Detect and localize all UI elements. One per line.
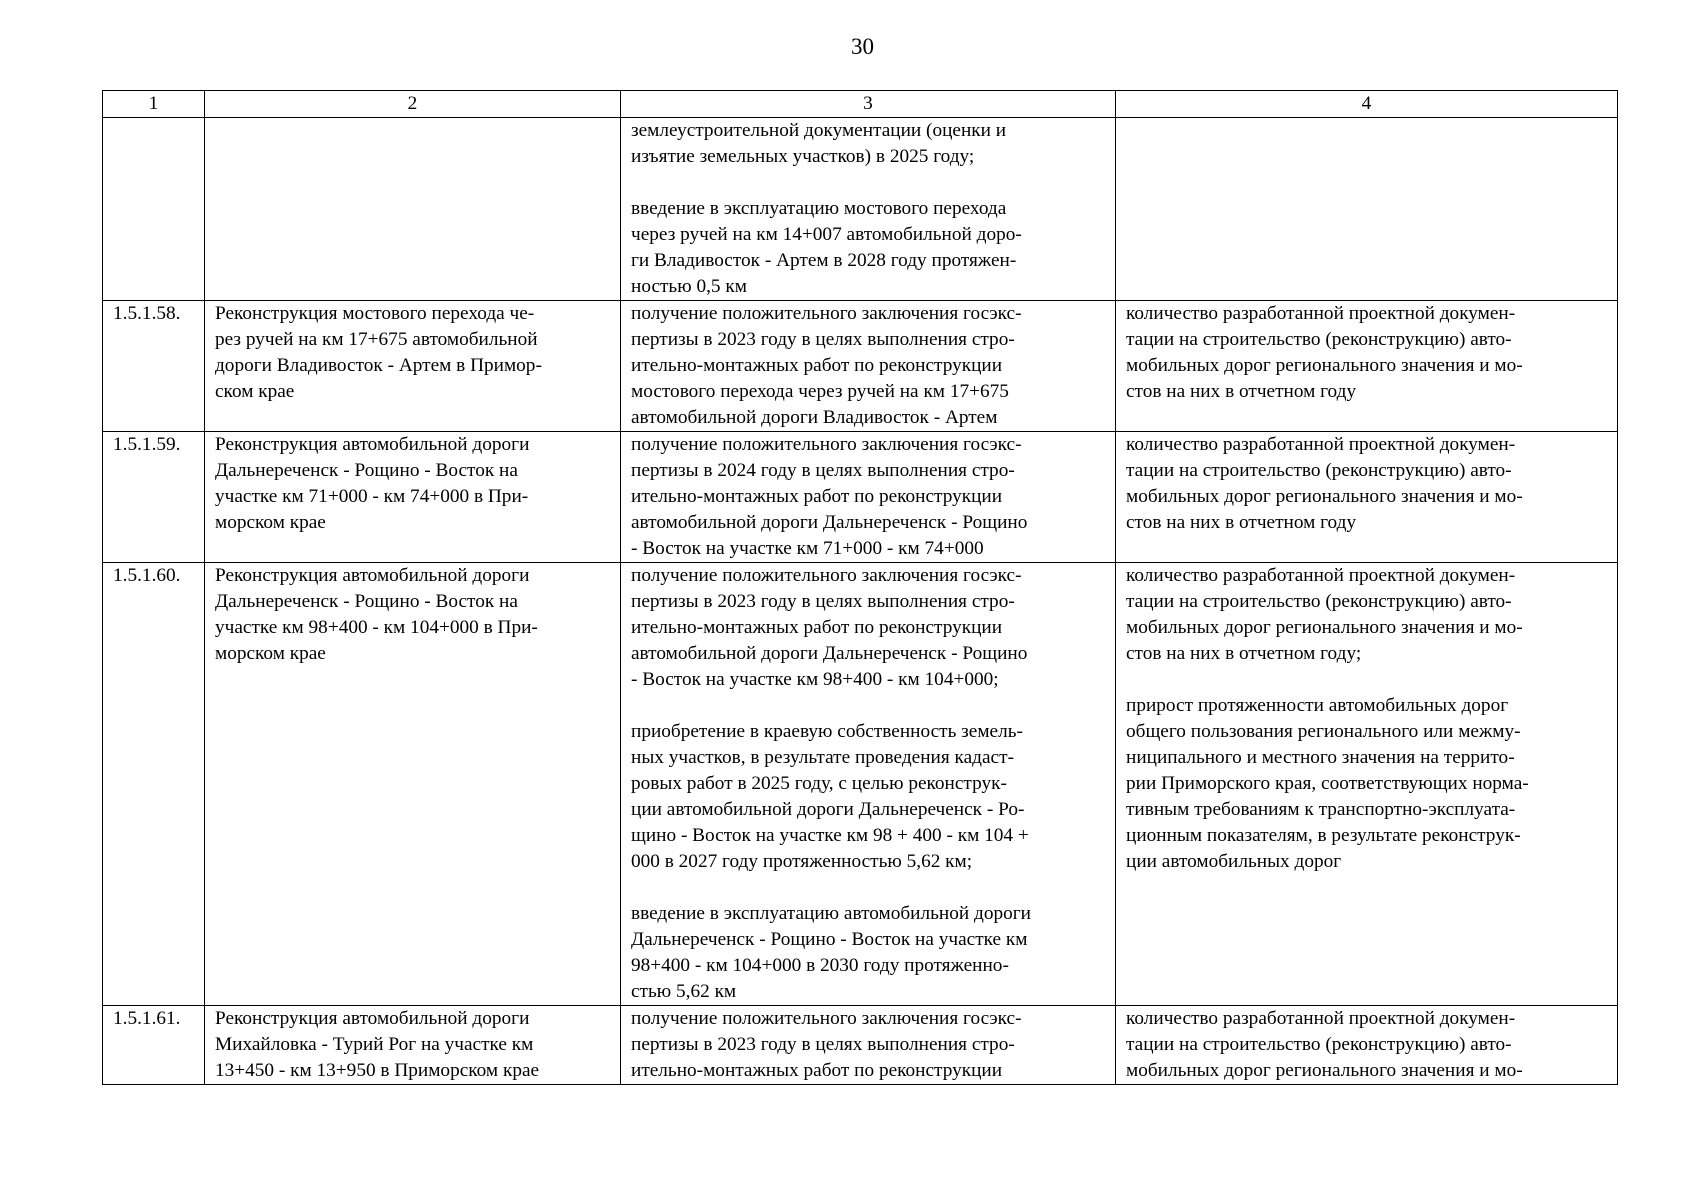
- expected-results: [621, 118, 1116, 301]
- row-number: [103, 118, 205, 301]
- indicators: [1116, 1006, 1618, 1085]
- table-row: [103, 118, 1618, 301]
- expected-results: [621, 1006, 1116, 1085]
- result-paragraph: получение положительного заключения госэкс- пертизы в 2023 году в целях выполнения стро- ительно-монтажных работ по реконструкции: [631, 1008, 1022, 1081]
- table-row: [103, 301, 1618, 432]
- column-header: 1: [103, 91, 205, 118]
- expected-results: [621, 301, 1116, 432]
- indicators: [1116, 563, 1618, 1006]
- result-paragraph: получение положительного заключения госэкс- пертизы в 2023 году в целях выполнения стро- ительно-монтажных работ по реконструкции автомобильной дороги Дальнереченск - Рощино - Восток на участке км 98+400 - км 104+000;: [631, 565, 1028, 690]
- indicator-paragraph: количество разработанной проектной докумен- тации на строительство (реконструкцию) авто- мобильных дорог регионального значения и мо- стов на них в отчетном году: [1126, 303, 1523, 402]
- event-name: Реконструкция автомобильной дороги Михайловка - Турий Рог на участке км 13+450 - км 13+950 в Приморском крае: [205, 1006, 621, 1085]
- row-number: 1.5.1.59.: [103, 432, 205, 563]
- indicators: [1116, 301, 1618, 432]
- result-paragraph: введение в эксплуатацию мостового перехода через ручей на км 14+007 автомобильной доро- ги Владивосток - Артем в 2028 году протяжен- ностью 0,5 км: [631, 198, 1022, 297]
- expected-results: [621, 563, 1116, 1006]
- result-paragraph: получение положительного заключения госэкс- пертизы в 2024 году в целях выполнения стро- ительно-монтажных работ по реконструкции автомобильной дороги Дальнереченск - Рощино - Восток на участке км 71+000 - км 74+000: [631, 434, 1028, 559]
- indicators: [1116, 118, 1618, 301]
- result-paragraph: землеустроительной документации (оценки и изъятие земельных участков) в 2025 году;: [631, 120, 1007, 167]
- row-number: 1.5.1.58.: [103, 301, 205, 432]
- indicators: [1116, 432, 1618, 563]
- row-number: 1.5.1.61.: [103, 1006, 205, 1085]
- result-paragraph: введение в эксплуатацию автомобильной дороги Дальнереченск - Рощино - Восток на участке км 98+400 - км 104+000 в 2030 году протяженно- стью 5,62 км: [631, 903, 1031, 1002]
- event-name: [205, 118, 621, 301]
- column-header: 2: [205, 91, 621, 118]
- table-body: [103, 118, 1618, 1085]
- page-number: 30: [851, 34, 874, 59]
- header-row: [103, 91, 1618, 118]
- program-table: [102, 90, 1618, 1085]
- column-header: 3: [621, 91, 1116, 118]
- table-row: [103, 432, 1618, 563]
- indicator-paragraph: количество разработанной проектной докумен- тации на строительство (реконструкцию) авто- мобильных дорог регионального значения и мо-: [1126, 1008, 1523, 1081]
- expected-results: [621, 432, 1116, 563]
- table-row: [103, 1006, 1618, 1085]
- indicator-paragraph: количество разработанной проектной докумен- тации на строительство (реконструкцию) авто- мобильных дорог регионального значения и мо- стов на них в отчетном году;: [1126, 565, 1523, 664]
- column-header: 4: [1116, 91, 1618, 118]
- indicator-paragraph: прирост протяженности автомобильных дорог общего пользования регионального или межму- ниципального и местного значения на террито- рии Приморского края, соответствующих норма- тивным требованиям к транспортно-эксплуата- ционным показателям, в результате реконструк- ции автомобильных дорог: [1126, 695, 1529, 872]
- event-name: Реконструкция автомобильной дороги Дальнереченск - Рощино - Восток на участке км 98+400 - км 104+000 в При- морском крае: [205, 563, 621, 1006]
- indicator-paragraph: количество разработанной проектной докумен- тации на строительство (реконструкцию) авто- мобильных дорог регионального значения и мо- стов на них в отчетном году: [1126, 434, 1523, 533]
- result-paragraph: приобретение в краевую собственность земель- ных участков, в результате проведения кадаст- ровых работ в 2025 году, с целью реконструк- ции автомобильной дороги Дальнереченск - Ро- щино - Восток на участке км 98 + 400 - км 104 + 000 в 2027 году протяженностью 5,62 км;: [631, 721, 1029, 872]
- result-paragraph: получение положительного заключения госэкс- пертизы в 2023 году в целях выполнения стро- ительно-монтажных работ по реконструкции мостового перехода через ручей на км 17+675 автомобильной дороги Владивосток - Артем: [631, 303, 1022, 428]
- table-row: [103, 563, 1618, 1006]
- event-name: Реконструкция автомобильной дороги Дальнереченск - Рощино - Восток на участке км 71+000 - км 74+000 в При- морском крае: [205, 432, 621, 563]
- event-name: Реконструкция мостового перехода че- рез ручей на км 17+675 автомобильной дороги Владивосток - Артем в Примор- ском крае: [205, 301, 621, 432]
- row-number: 1.5.1.60.: [103, 563, 205, 1006]
